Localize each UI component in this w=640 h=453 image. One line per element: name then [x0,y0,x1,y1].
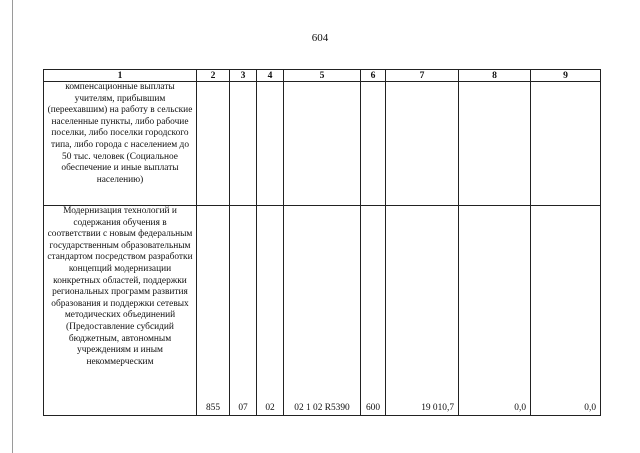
cell-section [230,82,257,206]
column-header: 9 [531,70,601,82]
table-row [44,206,601,416]
cell-amount [459,82,531,206]
cell-expense-type: 600 [361,206,386,416]
column-header: 6 [361,70,386,82]
cell-section: 07 [230,206,257,416]
column-header: 5 [284,70,361,82]
cell-target-article [284,82,361,206]
column-header: 4 [257,70,284,82]
cell-amount: 0,0 [459,206,531,416]
cell-amount: 0,0 [531,206,601,416]
page-number: 604 [311,32,329,44]
column-header: 2 [197,70,230,82]
row-description: Модернизация технологий и содержания обучения в соответствии с новым федеральным государственным образовательным стандартом посредством разработки концепций модернизации конкретных областей, поддержки региональных программ развития образования и поддержки сетевых методических объединений (Предоставление субсидий бюджетным, автономным учреждениям и иным некоммерческим [44,206,197,416]
row-description: компенсационные выплаты учителям, прибывшим (переехавшим) на работу в сельские населенные пункты, либо рабочие поселки, либо поселки городского типа, либо города с населением до 50 тыс. человек (Социальное обеспечение и иные выплаты населению) [44,82,197,206]
cell-target-article: 02 1 02 R5390 [284,206,361,416]
column-header: 1 [44,70,197,82]
column-header: 7 [386,70,459,82]
column-header: 3 [230,70,257,82]
cell-subsection [257,82,284,206]
cell-amount: 19 010,7 [386,206,459,416]
cell-subsection: 02 [257,206,284,416]
cell-ministry-code: 855 [197,206,230,416]
binding-line [12,0,13,453]
table-row [44,82,601,206]
cell-expense-type [361,82,386,206]
cell-amount [386,82,459,206]
cell-ministry-code [197,82,230,206]
budget-table [43,69,601,416]
header-row [44,70,601,82]
cell-amount [531,82,601,206]
column-header: 8 [459,70,531,82]
